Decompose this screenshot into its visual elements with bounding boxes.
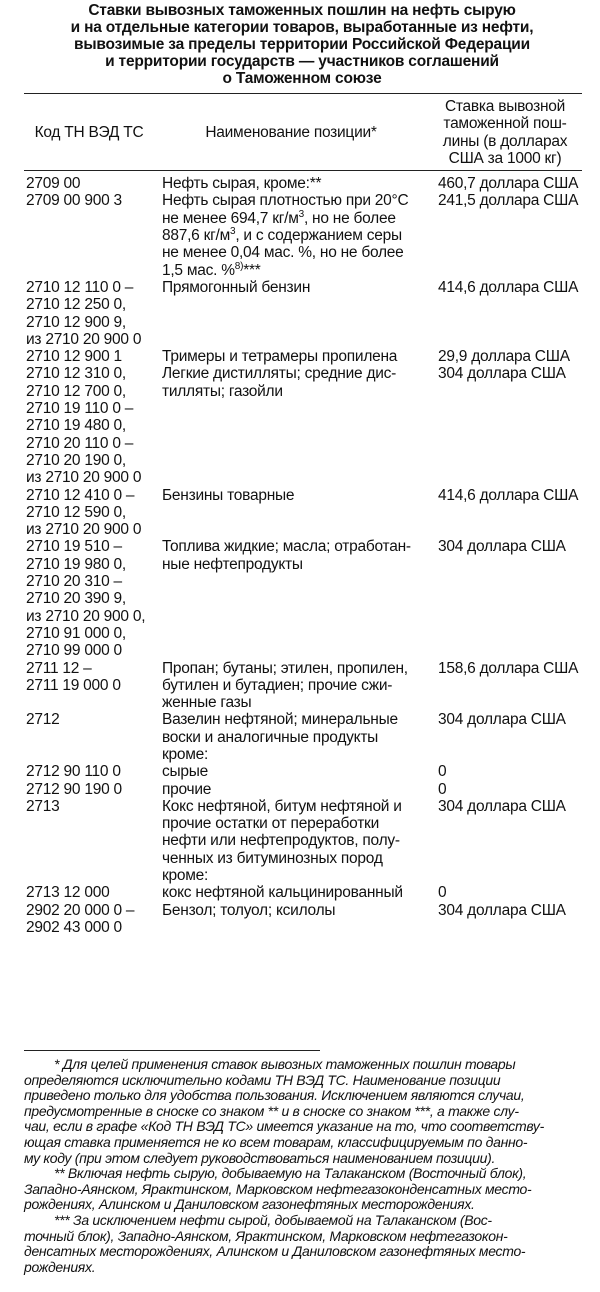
footnote-ref: 8) <box>234 260 244 272</box>
cell-name: Бензол; толуол; ксилолы <box>162 901 336 919</box>
footnote-line: му коду (при этом следует руководствоваться наименованием позиции). <box>24 1149 496 1166</box>
footnote-line: рождениях. <box>24 1258 96 1275</box>
title-line: и территории государств — участников соглашений <box>105 53 499 70</box>
cell-name: Вазелин нефтяной; минеральные воски и аналогичные продукты кроме: <box>162 711 398 763</box>
cell-code: 2713 12 000 <box>26 884 110 902</box>
footnote-line: денсатных месторождениях, Алинском и Даниловском газонефтяных место- <box>24 1243 526 1260</box>
header-code: Код ТН ВЭД ТС <box>24 94 154 171</box>
name-text: *** <box>243 261 261 279</box>
document-page <box>24 0 580 936</box>
cell-code: 2712 <box>26 711 60 729</box>
cell-rate: 304 доллара США <box>438 901 566 919</box>
cell-code: 2710 19 510 – 2710 19 980 0, 2710 20 310 – 2710 20 390 9, из 2710 20 900 0, 2710 91 000 0, 2710 99 000 0 <box>26 538 146 660</box>
cell-code: 2710 12 110 0 – 2710 12 250 0, 2710 12 900 9, из 2710 20 900 0 <box>26 278 142 348</box>
title-line: вывозимые за пределы территории Российской Федерации <box>74 36 530 53</box>
cell-name: прочие <box>162 780 212 798</box>
cell-code: 2710 12 900 1 <box>26 348 122 366</box>
table-row <box>24 902 582 937</box>
cell-name: Бензины товарные <box>162 486 295 504</box>
title-line: о Таможенном союзе <box>222 70 382 87</box>
table-row <box>24 538 582 659</box>
superscript: 3 <box>298 208 304 220</box>
cell-rate: 29,9 доллара США <box>438 348 570 366</box>
table-row <box>24 711 582 763</box>
cell-name: Прямогонный бензин <box>162 278 311 296</box>
duty-rates-table <box>24 93 582 936</box>
cell-code: 2712 90 190 0 <box>26 780 122 798</box>
footnote-line: приведено только для удобства пользования. Исключением являются случаи, <box>24 1087 525 1104</box>
header-rate-line: США за 1000 кг) <box>448 149 562 167</box>
cell-rate: 241,5 доллара США <box>438 192 579 210</box>
footnote-line: *** За исключением нефти сырой, добываемой на Талаканском (Вос- <box>54 1211 492 1228</box>
document-title <box>24 0 580 87</box>
cell-rate: 158,6 доллара США <box>438 659 579 677</box>
footnote-line: предусмотренные в сноске со знаком ** и в сноске со знаком ***, а также слу- <box>24 1102 519 1119</box>
table-row <box>24 884 582 901</box>
cell-rate: 414,6 доллара США <box>438 486 579 504</box>
footnote-line: Западно-Аянском, Ярактинском, Марковском нефтегазоконденсатных место- <box>24 1180 532 1197</box>
cell-rate: 304 доллара США <box>438 797 566 815</box>
cell-name: Легкие дистилляты; средние дис- тилляты; газойли <box>162 365 397 400</box>
cell-name: Кокс нефтяной, битум нефтяной и прочие остатки от переработки нефти или нефтепродуктов, полу- ченных из битуминозных пород кроме: <box>162 797 402 885</box>
cell-code: 2712 90 110 0 <box>26 763 121 781</box>
footnote-line: определяются исключительно кодами ТН ВЭД ТС. Наименование позиции <box>24 1071 501 1088</box>
table-row <box>24 660 582 712</box>
table-row <box>24 192 582 278</box>
footnote-line: точный блок), Западно-Аянском, Ярактинском, Марковском нефтегазокон- <box>24 1227 508 1244</box>
title-line: Ставки вывозных таможенных пошлин на нефть сырую <box>88 2 516 19</box>
footnote <box>24 1213 580 1275</box>
footnote-line: чаи, если в графе «Код ТН ВЭД ТС» имеется указание на то, что соответству- <box>24 1118 544 1135</box>
table-row <box>24 798 582 884</box>
cell-name: Топлива жидкие; масла; отработан- ные нефтепродукты <box>162 538 411 573</box>
table-row <box>24 171 582 193</box>
header-rate-line: таможенной пош- <box>443 115 567 133</box>
cell-rate: 0 <box>438 763 447 781</box>
footnote-line: ** Включая нефть сырую, добываемую на Талаканском (Восточный блок), <box>54 1165 527 1182</box>
cell-code: 2709 00 900 3 <box>26 192 122 210</box>
table-row <box>24 279 582 348</box>
header-rate-line: лины (в долларах <box>442 132 568 150</box>
cell-name: Нефть сырая, кроме:** <box>162 175 322 193</box>
footnote-divider <box>24 1050 320 1051</box>
title-line: и на отдельные категории товаров, выработанные из нефти, <box>70 19 534 36</box>
cell-rate: 0 <box>438 884 447 902</box>
table-row <box>24 487 582 539</box>
cell-name: Тримеры и тетрамеры пропилена <box>162 348 398 366</box>
cell-code: 2709 00 <box>26 175 81 193</box>
name-text: Нефть сырая плотностью при 20°С не менее 694,7 кг/м <box>162 192 409 227</box>
cell-name <box>154 192 428 278</box>
table-row <box>24 763 582 780</box>
cell-rate: 304 доллара США <box>438 711 566 729</box>
name-text: , и с содержанием серы не менее 0,04 мас. %, но не более 1,5 мас. % <box>162 227 404 279</box>
cell-code: 2711 12 – 2711 19 000 0 <box>26 659 121 694</box>
cell-code: 2710 12 310 0, 2710 12 700 0, 2710 19 110 0 – 2710 19 480 0, 2710 20 110 0 – 2710 20 190 0, из 2710 20 900 0 <box>26 365 142 487</box>
cell-code: 2902 20 000 0 – 2902 43 000 0 <box>26 901 135 936</box>
table-row <box>24 348 582 365</box>
cell-code: 2710 12 410 0 – 2710 12 590 0, из 2710 20 900 0 <box>26 486 142 539</box>
footnotes <box>24 1057 580 1275</box>
cell-name: кокс нефтяной кальцинированный <box>162 884 403 902</box>
footnote-line: рождениях, Алинском и Даниловском газонефтяных месторождениях. <box>24 1196 475 1213</box>
footnote-line: * Для целей применения ставок вывозных таможенных пошлин товары <box>54 1056 516 1072</box>
cell-rate: 414,6 доллара США <box>438 278 579 296</box>
table-row <box>24 365 582 486</box>
cell-code: 2713 <box>26 797 60 815</box>
cell-rate: 304 доллара США <box>438 365 566 383</box>
footnote <box>24 1057 580 1166</box>
cell-rate: 304 доллара США <box>438 538 566 556</box>
cell-rate: 460,7 доллара США <box>438 175 579 193</box>
superscript: 3 <box>230 225 236 237</box>
header-rate <box>428 94 582 171</box>
header-rate-line: Ставка вывозной <box>444 98 566 115</box>
cell-name: сырые <box>162 763 209 781</box>
table-header-row <box>24 94 582 171</box>
footnote <box>24 1166 580 1213</box>
table-row <box>24 781 582 798</box>
cell-rate: 0 <box>438 780 447 798</box>
footnote-line: ющая ставка применяется не ко всем товарам, классифицируемым по данно- <box>24 1133 528 1150</box>
name-text: , но не более 887,6 кг/м <box>162 209 396 245</box>
cell-name: Пропан; бутаны; этилен, пропилен, бутилен и бутадиен; прочие сжи- женные газы <box>162 659 408 712</box>
header-name: Наименование позиции* <box>154 94 428 171</box>
